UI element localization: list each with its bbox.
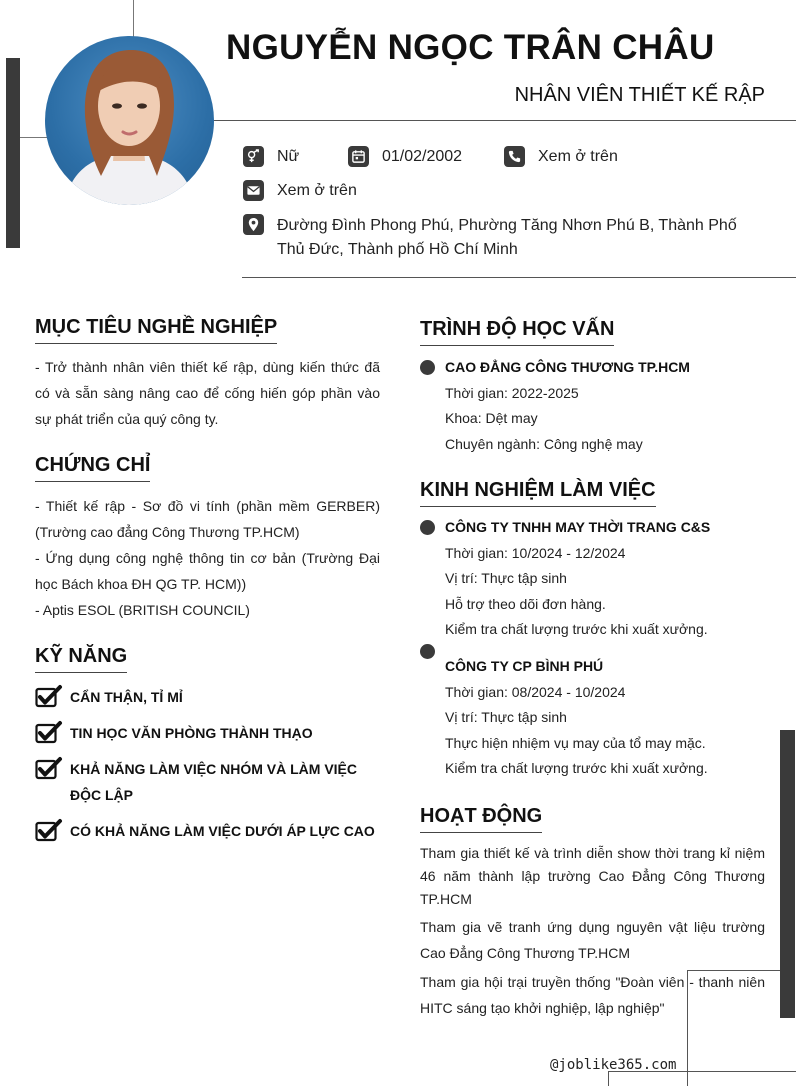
- education-faculty: Khoa: Dệt may: [445, 410, 538, 426]
- profile-photo-illustration: [45, 36, 214, 205]
- activities-heading: HOẠT ĐỘNG: [420, 805, 542, 833]
- skill-item: [35, 756, 385, 808]
- decorative-left-bar: [6, 58, 20, 248]
- experience-entry: [445, 515, 775, 643]
- skill-label: KHẢ NĂNG LÀM VIỆC NHÓM VÀ LÀM VIỆC ĐỘC LẬP: [70, 761, 357, 803]
- education-major: Chuyên ngành: Công nghệ may: [445, 435, 643, 452]
- experience-bullet: [420, 644, 435, 659]
- skill-item: [35, 720, 385, 746]
- job-task: Kiểm tra chất lượng trước khi xuất xưởng.: [445, 621, 708, 637]
- decorative-left-line: [20, 137, 48, 138]
- objective-text: - Trở thành nhân viên thiết kế rập, dùng kiến thức đã có và sẵn sàng nâng cao để cống hiến góp phần vào sự phát triển của quý công ty.: [35, 359, 380, 427]
- activity-item: Tham gia thiết kế và trình diễn show thời trang kỉ niệm 46 năm thành lập trường Cao Đẳng Công Thương TP.HCM: [420, 845, 765, 907]
- birthdate-value: 01/02/2002: [382, 148, 463, 165]
- address-value: Đường Đình Phong Phú, Phường Tăng Nhơn Phú B, Thành Phố Thủ Đức, Thành phố Hồ Chí Minh: [277, 217, 737, 258]
- experience-heading: KINH NGHIỆM LÀM VIỆC: [420, 479, 656, 507]
- education-entry: [445, 355, 775, 457]
- info-divider: [242, 277, 796, 278]
- certificate-item: - Aptis ESOL (BRITISH COUNCIL): [35, 602, 250, 618]
- job-task: Kiểm tra chất lượng trước khi xuất xưởng.: [445, 760, 708, 776]
- school-name: CAO ĐẲNG CÔNG THƯƠNG TP.HCM: [445, 359, 690, 375]
- skill-label: CẨN THẬN, TỈ MỈ: [70, 689, 183, 705]
- activities-list: [420, 842, 765, 1024]
- checkbox-checked-icon: [35, 756, 63, 780]
- certificate-item: - Thiết kế rập - Sơ đồ vi tính (phần mềm GERBER) (Trường cao đẳng Công Thương TP.HCM): [35, 498, 380, 540]
- checkbox-checked-icon: [35, 684, 63, 708]
- education-heading: TRÌNH ĐỘ HỌC VẤN: [420, 318, 614, 346]
- decorative-right-bar: [780, 730, 795, 1018]
- activity-item: Tham gia hội trại truyền thống "Đoàn viên - thanh niên HITC sáng tạo khởi nghiệp, lập nghiệp": [420, 974, 765, 1016]
- job-position: Vị trí: Thực tập sinh: [445, 570, 567, 586]
- candidate-name: NGUYỄN NGỌC TRÂN CHÂU: [226, 28, 715, 67]
- skill-item: [35, 684, 385, 710]
- certificate-item: - Ứng dụng công nghệ thông tin cơ bản (Trường Đại học Bách khoa ĐH QG TP. HCM)): [35, 550, 380, 592]
- skill-item: [35, 818, 385, 844]
- job-task: Thực hiện nhiệm vụ may của tổ may mặc.: [445, 734, 706, 751]
- phone-icon: [504, 146, 525, 167]
- job-position: Vị trí: Thực tập sinh: [445, 709, 567, 725]
- profile-photo: [45, 36, 214, 205]
- company-name: CÔNG TY CP BÌNH PHÚ: [445, 658, 604, 674]
- education-bullet: [420, 360, 435, 375]
- skill-label: TIN HỌC VĂN PHÒNG THÀNH THẠO: [70, 725, 313, 741]
- activity-item: Tham gia vẽ tranh ứng dụng nguyên vật liệu trường Cao Đẳng Công Thương TP.HCM: [420, 919, 765, 961]
- email-icon: [243, 180, 264, 201]
- job-time: Thời gian: 10/2024 - 12/2024: [445, 544, 626, 561]
- checkbox-checked-icon: [35, 818, 63, 842]
- gender-value: Nữ: [277, 148, 300, 165]
- education-time: Thời gian: 2022-2025: [445, 384, 579, 401]
- decorative-top-line: [133, 0, 134, 40]
- calendar-icon: [348, 146, 369, 167]
- job-time: Thời gian: 08/2024 - 10/2024: [445, 683, 626, 700]
- experience-entry: [445, 654, 775, 782]
- job-title: NHÂN VIÊN THIẾT KẾ RẬP: [514, 84, 765, 106]
- skills-heading: KỸ NĂNG: [35, 645, 127, 673]
- header-divider: [214, 120, 796, 121]
- site-watermark: @joblike365.com: [550, 1057, 677, 1073]
- experience-bullet: [420, 520, 435, 535]
- objective-heading: MỤC TIÊU NGHỀ NGHIỆP: [35, 316, 277, 344]
- checkbox-checked-icon: [35, 720, 63, 744]
- gender-icon: [243, 146, 264, 167]
- skill-label: CÓ KHẢ NĂNG LÀM VIỆC DƯỚI ÁP LỰC CAO: [70, 823, 375, 839]
- location-icon: [243, 214, 264, 235]
- certificates-heading: CHỨNG CHỈ: [35, 454, 150, 482]
- job-task: Hỗ trợ theo dõi đơn hàng.: [445, 595, 606, 612]
- decorative-bottom-frame: [608, 1071, 796, 1086]
- company-name: CÔNG TY TNHH MAY THỜI TRANG C&S: [445, 519, 711, 535]
- phone-value: Xem ở trên: [538, 148, 618, 165]
- email-value: Xem ở trên: [277, 182, 357, 199]
